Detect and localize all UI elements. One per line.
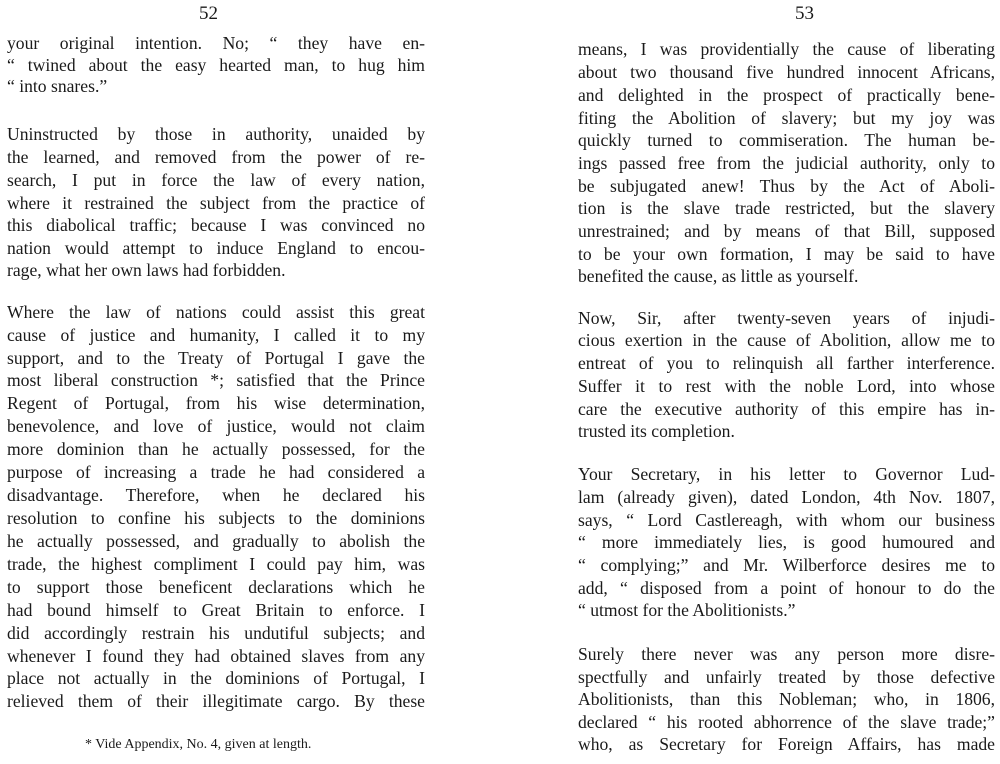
text-line: Uninstructed by those in authority, unaided by	[7, 124, 425, 144]
text-line: Surely there never was any person more disre-	[578, 644, 995, 664]
text-line: he actually possessed, and gradually to abolish the	[7, 531, 425, 551]
text-line: care the executive authority of this empire has in-	[578, 399, 995, 419]
text-line: support, and to the Treaty of Portugal I gave the	[7, 348, 425, 368]
text-line: quickly turned to commiseration. The human be-	[578, 130, 995, 150]
text-line: rage, what her own laws had forbidden.	[7, 260, 286, 280]
text-line: “ complying;” and Mr. Wilberforce desires me to	[578, 555, 995, 575]
text-line: place not actually in the dominions of Portugal, I	[7, 668, 425, 688]
text-line: Suffer it to rest with the noble Lord, into whose	[578, 376, 995, 396]
text-line: declared “ his rooted abhorrence of the slave trade;”	[578, 712, 995, 732]
text-line: search, I put in force the law of every nation,	[7, 170, 425, 190]
text-line: Regent of Portugal, from his wise determination,	[7, 393, 425, 413]
text-line: unrestrained; and by means of that Bill, supposed	[578, 221, 995, 241]
text-line: the learned, and removed from the power of re-	[7, 147, 425, 167]
text-line: tion is the slave trade restricted, but the slavery	[578, 198, 995, 218]
text-line: add, “ disposed from a point of honour to do the	[578, 578, 995, 598]
text-line: to be your own formation, I may be said to have	[578, 244, 995, 264]
text-line: to support those beneficent declarations which he	[7, 577, 425, 597]
right-page	[570, 0, 1000, 764]
text-line: Your Secretary, in his letter to Governor Lud-	[578, 464, 995, 484]
text-line: who, as Secretary for Foreign Affairs, has made	[578, 734, 995, 754]
text-line: “ into snares.”	[7, 76, 108, 96]
text-line: this diabolical traffic; because I was convinced no	[7, 215, 425, 235]
text-line: your original intention. No; “ they have en-	[7, 33, 425, 53]
text-line: trusted its completion.	[578, 421, 735, 441]
text-line: “ more immediately lies, is good humoured and	[578, 532, 995, 552]
text-line: had bound himself to Great Britain to enforce. I	[7, 600, 425, 620]
text-line: trade, the highest compliment I could pay him, was	[7, 554, 425, 574]
text-line: lam (already given), dated London, 4th Nov. 1807,	[578, 487, 995, 507]
text-line: benefited the cause, as little as yourself.	[578, 266, 859, 286]
book-gutter	[430, 0, 570, 764]
text-line: says, “ Lord Castlereagh, with whom our business	[578, 510, 995, 530]
text-line: nation would attempt to induce England to encou-	[7, 238, 425, 258]
text-line: “ twined about the easy hearted man, to hug him	[7, 55, 425, 75]
text-line: Now, Sir, after twenty-seven years of injudi-	[578, 308, 995, 328]
text-line: relieved them of their illegitimate cargo. By these	[7, 691, 425, 711]
text-line: benevolence, and love of justice, would not claim	[7, 416, 425, 436]
text-line: resolution to confine his subjects to the dominions	[7, 508, 425, 528]
text-line: spectfully and unfairly treated by those defective	[578, 667, 995, 687]
text-line: more dominion than he actually possessed, for the	[7, 439, 425, 459]
text-line: about two thousand five hundred innocent Africans,	[578, 62, 995, 82]
page-number-right: 53	[795, 3, 814, 24]
text-line: be subjugated anew! Thus by the Act of Aboli-	[578, 176, 995, 196]
text-line: where it restrained the subject from the practice of	[7, 193, 425, 213]
text-line: Where the law of nations could assist this great	[7, 302, 425, 322]
text-line: fiting the Abolition of slavery; but my joy was	[578, 108, 995, 128]
left-page	[0, 0, 430, 764]
text-line: most liberal construction *; satisfied that the Prince	[7, 370, 425, 390]
page-number-left: 52	[199, 3, 218, 24]
text-line: entreat of you to relinquish all farther interference.	[578, 353, 995, 373]
text-line: purpose of increasing a trade he had considered a	[7, 462, 425, 482]
text-line: Abolitionists, than this Nobleman; who, in 1806,	[578, 689, 995, 709]
text-line: whenever I found they had obtained slaves from any	[7, 646, 425, 666]
text-line: cause of justice and humanity, I called it to my	[7, 325, 425, 345]
text-line: “ utmost for the Abolitionists.”	[578, 600, 796, 620]
text-line: cious exertion in the cause of Abolition, allow me to	[578, 330, 995, 350]
text-line: did accordingly restrain his undutiful subjects; and	[7, 623, 425, 643]
text-line: and delighted in the prospect of practically bene-	[578, 85, 995, 105]
text-line: disadvantage. Therefore, when he declared his	[7, 485, 425, 505]
footnote: * Vide Appendix, No. 4, given at length.	[85, 737, 312, 752]
text-line: ings passed free from the judicial authority, only to	[578, 153, 995, 173]
text-line: means, I was providentially the cause of liberating	[578, 39, 995, 59]
